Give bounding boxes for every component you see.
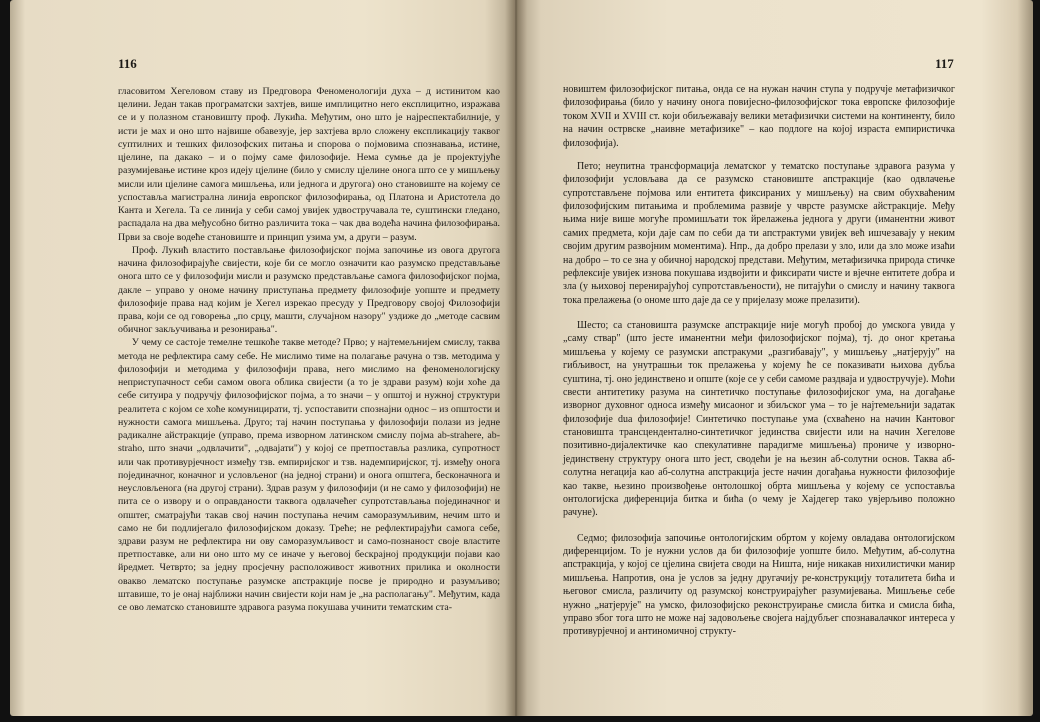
right-page-text xyxy=(563,83,955,639)
left-paragraph-2: Проф. Лукић властито постављање филозофијског појма започиње из овога другога начина филозофирајуће свијести, које би се могло означити као разумско представљање онога што се у филозофији мисли и разумско представљање самога филозофијског појма, дакле – управо у ономе начину приступања предмету филозофије уопште и предмету филозофије права над којим је Хегел изрекао пресуду у Предговору својој Филозофији права, који се од говорења „по срцу, машти, случајном назору" уздиже до „методе сасвим обичног закључивања и резонирања". xyxy=(118,244,500,336)
right-paragraph-1: новиштем филозофијског питања, онда се на нужан начин ступа у подручје метафизичког филозофирања (било у начину онога повијесно-филозофијског тока европске филозофије током XVII и XVIII ст. који обиљежавају велики метафизички системи на континенту, било на начин острвске „наивне метафизике" – као подлоге на којој израста емпиристичка филозофија). xyxy=(563,84,955,149)
right-page xyxy=(515,0,1033,716)
right-paragraph-4: Седмо; филозофија започиње онтологијским обртом у којему овладава онтологијском диференцијом. То је нужни услов да би филозофије уопште било. Међутим, аб-солутна апстракција, у којој се цјелина свијета своди на Ништа, није никакав нихилистички манир мишљења. Напротив, она је услов за једну другачију ре-конструкцију тоталитета бића и његовог смисла, различиту од разумској конструирајућег разумијевања. Мишљење себе нужно „натјерује" на умско, филозофијско реконструирање смисла битка и смисла бића, управо због тога што не може нај задовољење својега најдубљег спознавалачког интереса у противурјечној и антиномичној структу- xyxy=(563,532,955,638)
right-paragraph-3: Шесто; са становишта разумске апстракције није могућ пробој до умскога увида у „саму ствар" (што јесте иманентни међи филозофијског појма), тј. до оног кретања мишљења у којему се разумски апстракуми „разгибавају", у мишљењу „натјерују" на гибљивост, на унутрашњи ток прелажења у којему ће се показивати њихова дубља суштина, тј. оно јединствено и опште (које се у себи самоме раздваја и удвостручује). Моћи свести антитетику разума на синтетичко поступање филозофијског ума, на догађање изворног духовног односа између мисаоног и збиљског ума – то је најтемељнији задатак филозофије dua филозофије! Синтетичко поступање ума (схваћено на начин Кантовог становишта трансцендентално-синтетичког јединства свијести или на начин Хегелове позитивно-дијалектичке као спекулативне парадигме мишљења) прониче у изворно-јединствену структуру онога што јест, сводећи је на њезин аб-солутни основ. Таква аб-солутна негација као аб-солутна апстракција јесте начин догађања нужности филозофије као такве, њезино произвођење онтолошкој обрта мишљења у којему се успоставља онтологијска диференција битка и бића (о чему је Хајдегер тако увјерљиво положно рачуне). xyxy=(563,320,955,519)
left-paragraph-1: гласовитом Хегеловом ставу из Предговора Феноменологији духа – д истинитом као целини. Један такав програматски захтјев, више имплицитно него експлицитно, изражава се и у полазном становишту проф. Лукића. Међутим, оно што је најреспектабилније, у исти је мах и оно што највише обавезује, јер захтјева врло сложену експликацију таквог суптилних и тешких филозофских питања и спорова о појмовима спознавања, истине, цјелине, па дакако – и о појму саме филозофије. Нема сумње да је пројектујуће разумијевање истине кроз идеју цјелине (било у смислу цјелине онога што се у мишљењу мисли или цјелине самога мишљења, или једнога и другога) оно становиште на којему се успоставља магистрална линија европског филозофирања, од Платона и Аристотела до Канта и Хегела. Та се линија у себи самој увијек удвостручавала те, суштински гледано, распадала на два међусобно битно различита тока – чак два водећа начина филозофирања. Први за своје водеће становиште и принцип узима ум, а други – разум. xyxy=(118,86,500,243)
left-page-number: 116 xyxy=(118,56,137,71)
right-paragraph-2: Пето; неупитна трансформација лематског у тематско поступање здравога разума у филозофији условљава да се разумско становиште апстракције (као одвлачење супротстављене појмова или ентитета фиксираних у мишљењу) на свим обухваћеним филозофијским питањима и проблемима развије у чврсте разумске айстракције. Међу њима није више могуће промишљати ток йрелажења једнога у други (иманентни живот самих предмета, који даје сам по себи да ти апстрактуми увијек већ ишчезавају у неким својим другим развојним моментима). Нпр., да добро прелази у зло, или да зло може изаћи на добро – то се зна у обичној народској представи. Међутим, метафизичка природа стичке рефлексије увијек изнова покушава издвојити и фиксирати чисте и вјечне ентитете добра и зла (у њиховој перенирајућој супротстављености), не питајући о смислу и начину таквога тока прелажења (о ономе што даје да се у пријелазу може прелазити). xyxy=(563,160,955,306)
left-page-text xyxy=(118,85,500,614)
right-page-number: 117 xyxy=(935,56,954,71)
left-paragraph-3: У чему се састоје темелне тешкоће такве методе? Прво; у најтемељнијем смислу, таква метода не рефлектира саму себе. Не мислимо тиме на полагање рачуна о тзв. методима у филозофији и методима у филозофији права, него мислимо на феноменологијску неприступачност себи самом овога облика свијести (а то је здрави разум) који хоће да себе ситуира у подручју филозофијског појма, а то значи – у општој и нужној структури реалитета с којом се хоће комуницирати, тј. успоставити спознајни однос – из општости и нужности самога мишљења. Друго; тај начин поступања у филозофији полази из једне радикалне айстракције (управо, према изворном латинском смислу појма ab-strahere, ab-straho, што значи „одвлачити", „одвајати") у којој се претпоставља разлика, супротност или чак противурјечност између тзв. емпиријског и тзв. надемпиријског, тј. између онога појединачног, коначног и условљеног (на једној страни) и онога општега, бесконачнога и неусловљенога (на другој страни). Здрав разум у филозофији (и не само у филозофији) не пита се о извору и о оправданости таквога одвлачећег супротстављања појединачног и општег, сматрајући такав свој начин поступања нечим саморазумљивим, нечим што и само не би подлијегало филозофијском доказу. Треће; не рефлектирајући самога себе, здрави разум не рефлектира ни ову саморазумљивост и само-познаност своје властите претпоставке, али ни оно што му се иначе у његовој бескрајној продукцији појави као йредмет. Четврто; за једну просјечну расположивост животних прилика и околности овакво лематско поступање разумске апстракције посве је природно и разумљиво; штавише, то је онај најближи начин свијести који нам је „на располагању". Међутим, када се ово лематско становиште здравога разума покушава учинити тематским ста- xyxy=(118,337,500,614)
left-page xyxy=(10,0,515,716)
